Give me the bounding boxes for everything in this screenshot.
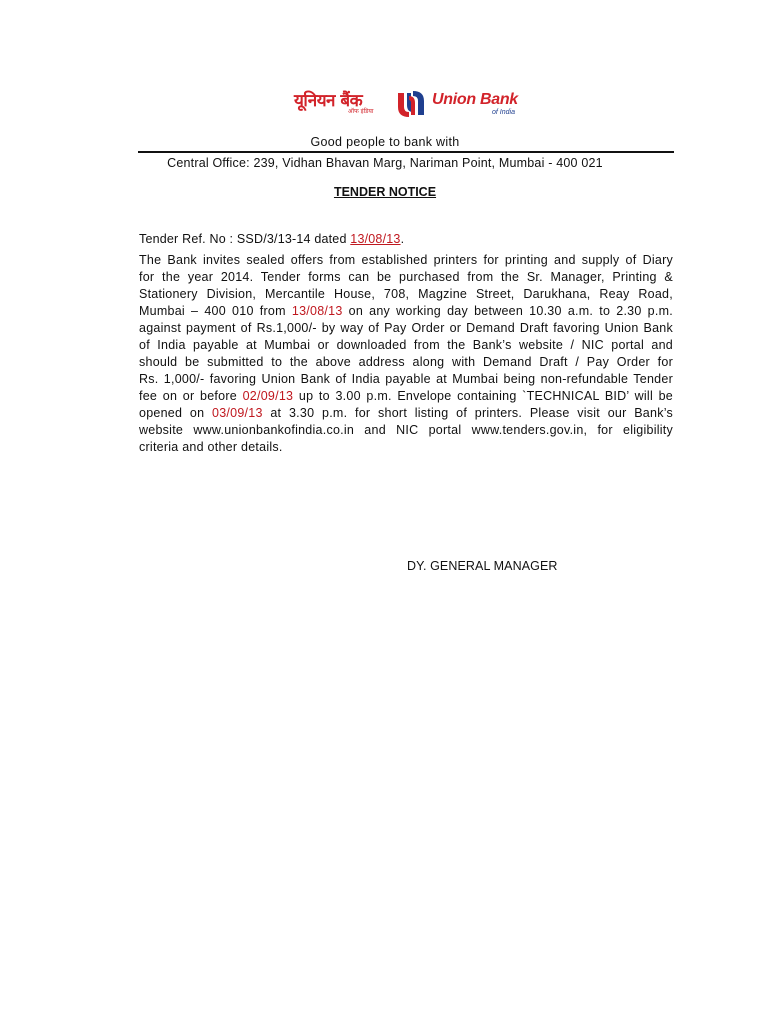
bank-tagline: Good people to bank with <box>310 135 460 149</box>
body-line: should be submitted to the above address along with Demand Draft / Pay Order for <box>139 355 673 369</box>
notice-body <box>139 252 673 456</box>
form-sale-date: 13/08/13 <box>291 304 343 318</box>
body-line: criteria and other details. <box>139 440 283 454</box>
logo-hindi-name: यूनियन बैंक <box>294 91 363 111</box>
body-text: on any working day between 10.30 a.m. to 2.30 p.m. <box>342 304 673 318</box>
union-bank-logo <box>290 90 542 118</box>
tender-ref-text: Tender Ref. No : SSD/3/13-14 dated <box>139 232 351 246</box>
tender-ref-date: 13/08/13 <box>350 232 401 246</box>
union-bank-emblem-icon <box>394 90 428 118</box>
body-text: at 3.30 p.m. for short listing of printers. Please visit our Bank’s <box>262 406 674 420</box>
notice-title <box>0 185 770 199</box>
body-line: The Bank invites sealed offers from established printers for printing and supply of Diary <box>139 253 673 267</box>
central-office-address: Central Office: 239, Vidhan Bhavan Marg, Nariman Point, Mumbai - 400 021 <box>167 156 603 170</box>
body-text: fee on or before <box>139 389 243 403</box>
body-line: Stationery Division, Mercantile House, 708, Magzine Street, Darukhana, Reay Road, <box>139 287 673 301</box>
logo-hindi-sub: ऑफ इंडिया <box>348 108 374 115</box>
body-text: up to 3.00 p.m. Envelope containing `TECHNICAL BID’ will be <box>293 389 673 403</box>
body-line: against payment of Rs.1,000/- by way of Pay Order or Demand Draft favoring Union Bank <box>139 321 673 335</box>
notice-title-text: TENDER NOTICE <box>333 185 437 199</box>
body-line <box>139 303 673 320</box>
body-line <box>139 388 673 405</box>
body-line: website www.unionbankofindia.co.in and NIC portal www.tenders.gov.in, for eligibility <box>139 423 673 437</box>
signature-designation: DY. GENERAL MANAGER <box>407 559 558 573</box>
logo-english-name: Union Bank <box>432 91 518 108</box>
tender-ref-suffix: . <box>400 232 405 246</box>
tender-reference <box>139 232 404 246</box>
body-line <box>139 405 673 422</box>
submission-deadline-date: 02/09/13 <box>242 389 294 403</box>
body-line: of India payable at Mumbai or downloaded from the Bank’s website / NIC portal and <box>139 338 673 352</box>
body-text: opened on <box>139 406 212 420</box>
bid-opening-date: 03/09/13 <box>212 406 263 420</box>
logo-english-sub: of India <box>492 109 515 116</box>
header-divider <box>138 151 674 153</box>
body-line: Rs. 1,000/- favoring Union Bank of India payable at Mumbai being non-refundable Tender <box>139 372 673 386</box>
logo-english-text <box>432 90 542 118</box>
logo-hindi-text <box>290 91 390 117</box>
body-line: for the year 2014. Tender forms can be purchased from the Sr. Manager, Printing & <box>139 270 673 284</box>
body-text: Mumbai – 400 010 from <box>139 304 292 318</box>
